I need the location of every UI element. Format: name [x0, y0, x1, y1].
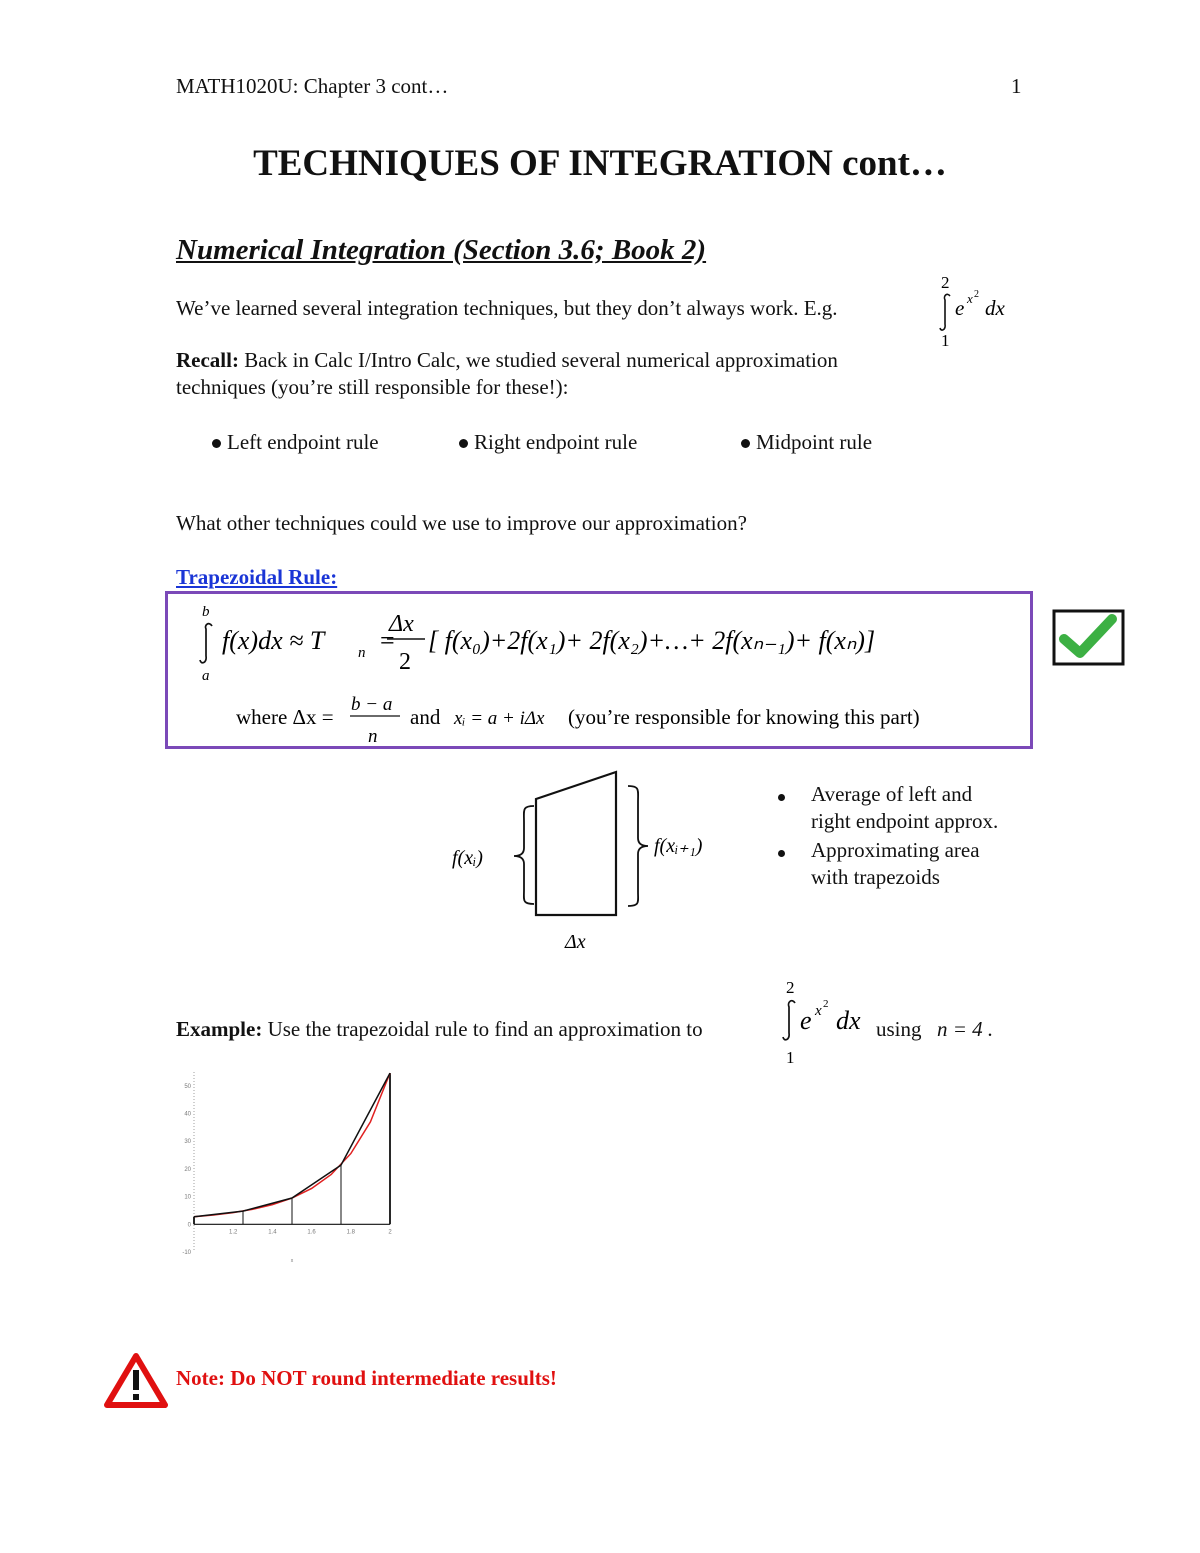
rule-label: Right endpoint rule: [474, 430, 638, 454]
diagram-left-label: f(xᵢ): [452, 847, 483, 869]
integral-lower-limit: 1: [941, 331, 950, 348]
integral-base: e: [955, 296, 965, 320]
bullet-dot-icon: [741, 439, 750, 448]
x-tick-label: 1.2: [229, 1229, 238, 1236]
example-n-value: n = 4 .: [937, 1017, 994, 1041]
integral-sign-icon: [940, 294, 950, 330]
example-line: [176, 1017, 703, 1042]
integral-differential: dx: [836, 1006, 861, 1035]
example-integral: [780, 975, 880, 1065]
recall-line-2: techniques (you’re still responsible for these!):: [176, 375, 569, 399]
trapezoidal-formula: [168, 594, 1030, 746]
series-line: [194, 1073, 390, 1217]
integral-base: e: [800, 1006, 812, 1035]
y-tick-label: 30: [184, 1139, 191, 1146]
note-text: Note: Do NOT round intermediate results!: [176, 1366, 557, 1390]
bullet-dot-icon: [212, 439, 221, 448]
formula-lhs: f(x)dx ≈ T: [222, 626, 325, 655]
y-tick-label: -10: [182, 1250, 191, 1256]
intro-text: We’ve learned several integration techniques, but they don’t always work. E.g.: [176, 296, 838, 320]
y-tick-label: 0: [187, 1222, 191, 1229]
example-text: Use the trapezoidal rule to find an approximation to: [262, 1017, 703, 1041]
formula-frac-numerator: Δx: [389, 611, 414, 637]
recall-label: Recall:: [176, 348, 239, 372]
bullet-2-line-1: Approximating area: [811, 838, 980, 862]
bullet-dot-icon: [778, 850, 785, 857]
rule-label: Midpoint rule: [756, 430, 873, 454]
y-tick-label: 20: [184, 1166, 191, 1173]
bullet-2-line-2: with trapezoids: [811, 865, 940, 889]
rule-item-midpoint: [741, 430, 872, 455]
rule-item-left: [212, 430, 379, 455]
x-tick-label: 1.4: [268, 1229, 277, 1236]
and-text: and: [410, 705, 441, 729]
x-axis-label: x: [290, 1258, 294, 1264]
trapezoidal-heading: Trapezoidal Rule:: [176, 565, 338, 589]
trapezoid-plot: [176, 1066, 406, 1266]
x-tick-label: 2: [388, 1229, 392, 1236]
page-number: 1: [1011, 74, 1022, 98]
example-label: Example:: [176, 1017, 263, 1041]
formula-equals: =: [380, 626, 395, 655]
trapezoid-shape: [536, 772, 616, 915]
y-tick-label: 50: [184, 1083, 191, 1090]
integral-sign-icon: [200, 624, 212, 663]
rule-item-right: [459, 430, 637, 455]
checkmark-icon: [1052, 609, 1125, 666]
bullet-1-line-1: Average of left and: [811, 782, 973, 806]
bullet-dot-icon: [778, 794, 785, 801]
integral-sign-icon: [783, 1001, 795, 1040]
question-text: What other techniques could we use to improve our approximation?: [176, 511, 747, 535]
trapezoid-diagram: [440, 762, 740, 962]
recall-line-1: [176, 348, 838, 373]
diagram-right-label: f(xᵢ₊₁): [654, 835, 703, 857]
integral-power: 2: [974, 289, 979, 300]
dx-denominator: n: [368, 726, 378, 746]
xi-definition: xᵢ = a + iΔx: [454, 708, 545, 729]
formula-lhs-subscript: n: [358, 645, 366, 661]
integral-exponent: x: [967, 291, 973, 306]
bullet-1-line-2: right endpoint approx.: [811, 809, 999, 833]
left-brace-icon: [514, 806, 534, 904]
bullet-dot-icon: [459, 439, 468, 448]
example-integral-inline: [938, 272, 1028, 348]
integral-upper-limit: 2: [941, 273, 950, 292]
series-line: [194, 1073, 390, 1217]
x-tick-label: 1.6: [307, 1229, 316, 1236]
integral-upper-limit: 2: [786, 978, 795, 997]
y-tick-label: 10: [184, 1194, 191, 1201]
formula-frac-denominator: 2: [399, 649, 411, 675]
section-heading: Numerical Integration (Section 3.6; Book 2): [176, 234, 707, 266]
integral-lower-limit: 1: [786, 1048, 795, 1065]
warning-icon: [104, 1352, 168, 1408]
formula-lower-limit: a: [202, 668, 210, 684]
diagram-bottom-label: Δx: [565, 931, 586, 953]
dx-numerator: b − a: [351, 694, 393, 715]
where-text: where Δx =: [236, 705, 334, 729]
header-course: MATH1020U: Chapter 3 cont…: [176, 74, 449, 98]
y-tick-label: 40: [184, 1111, 191, 1118]
integral-differential: dx: [985, 296, 1005, 320]
responsible-note: (you’re responsible for knowing this part): [568, 705, 920, 729]
rule-label: Left endpoint rule: [227, 430, 379, 454]
example-using: using: [876, 1017, 922, 1041]
integral-power: 2: [823, 998, 829, 1010]
integral-exponent: x: [815, 1003, 822, 1019]
x-tick-label: 1.8: [346, 1229, 355, 1236]
formula-rhs: [ f(x₀)+2f(x₁)+ 2f(x₂)+…+ 2f(xₙ₋₁)+ f(xₙ)]: [428, 626, 876, 655]
right-brace-icon: [628, 786, 648, 906]
recall-text-1: Back in Calc I/Intro Calc, we studied several numerical approximation: [238, 348, 838, 372]
formula-upper-limit: b: [202, 604, 210, 620]
page-title: TECHNIQUES OF INTEGRATION cont…: [253, 143, 947, 184]
